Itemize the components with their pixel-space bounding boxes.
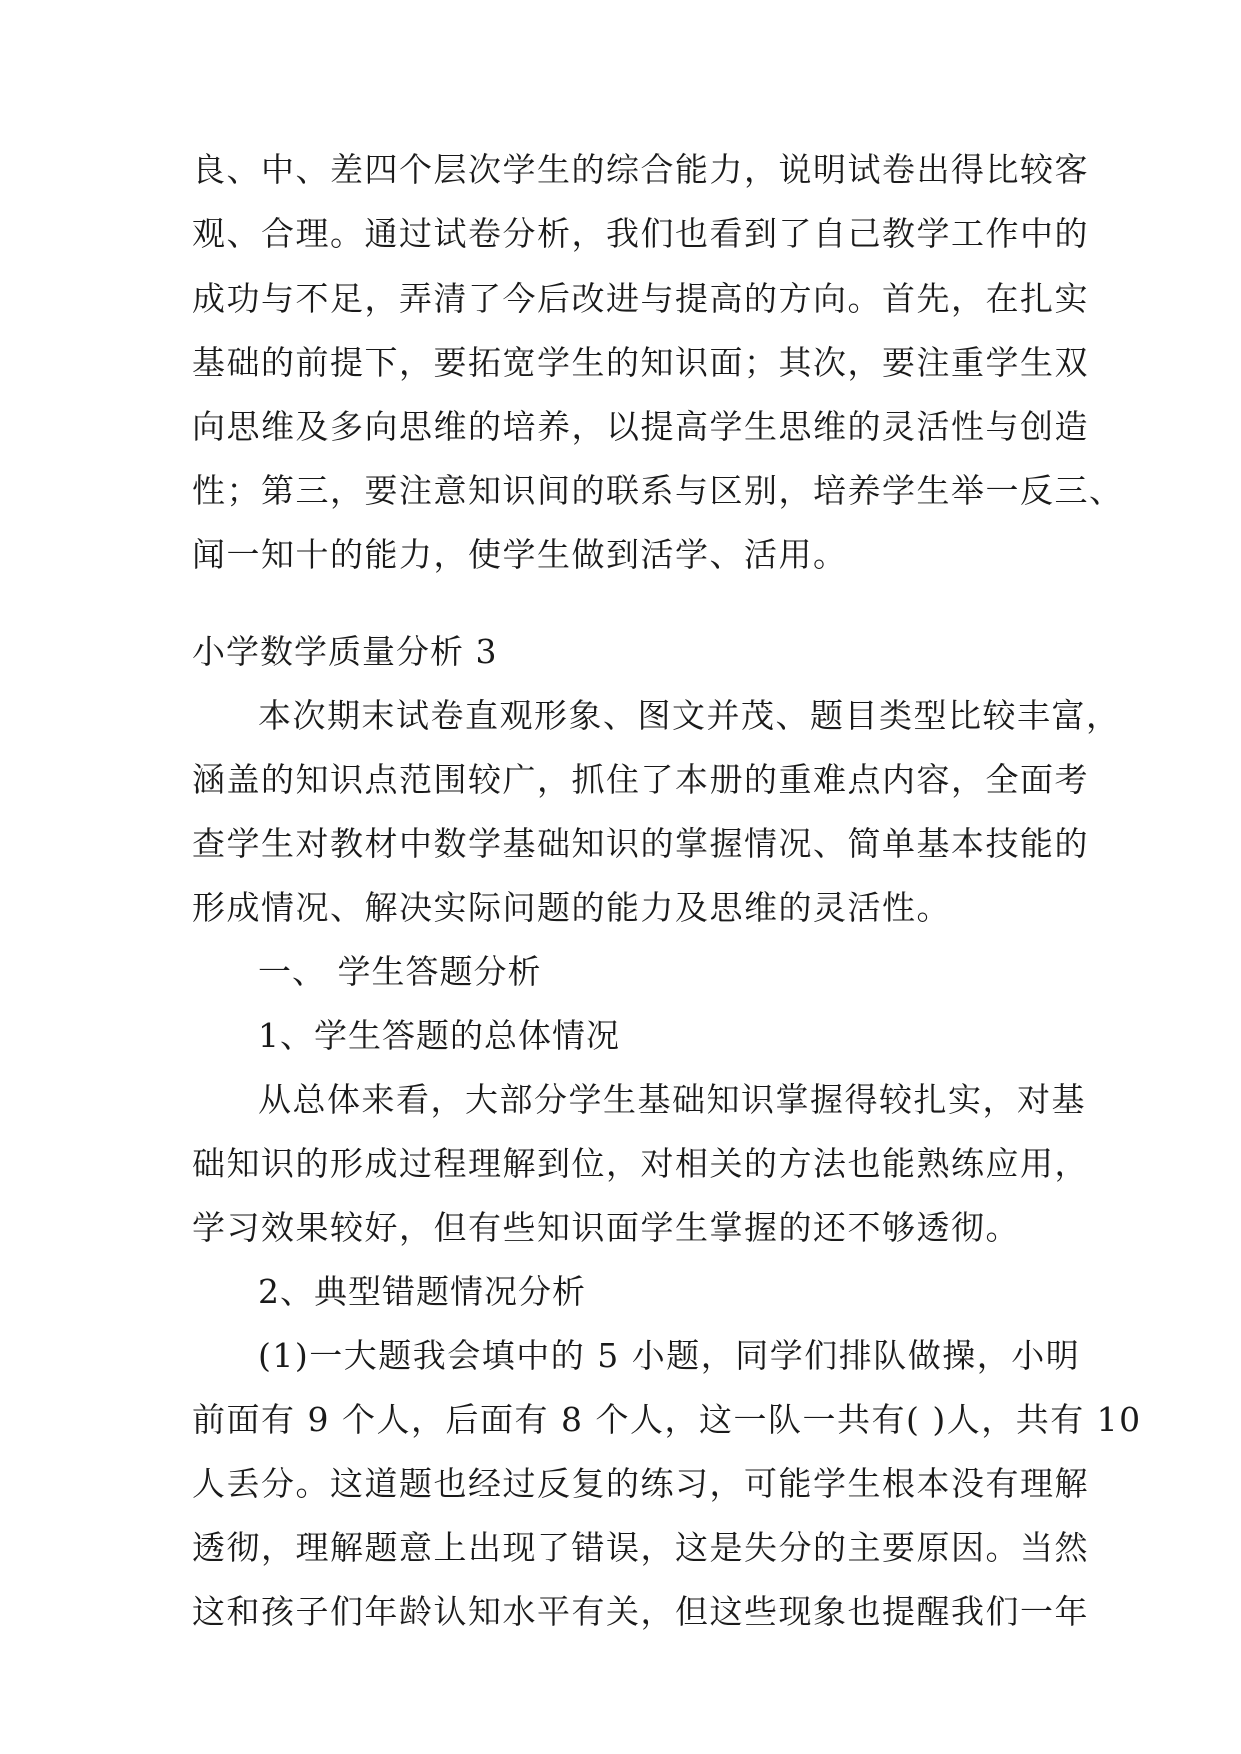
prev-paragraph-line-5: 向思维及多向思维的培养，以提高学生思维的灵活性与创造 (192, 407, 1089, 446)
overall-line-1: 从总体来看，大部分学生基础知识掌握得较扎实，对基 (258, 1080, 1086, 1119)
intro-line-2: 涵盖的知识点范围较广，抓住了本册的重难点内容，全面考 (192, 760, 1089, 799)
prev-paragraph-line-1: 良、中、差四个层次学生的综合能力，说明试卷出得比较客 (192, 150, 1089, 189)
error-analysis-line-3: 人丢分。这道题也经过反复的练习，可能学生根本没有理解 (192, 1464, 1089, 1503)
intro-line-3: 查学生对教材中数学基础知识的掌握情况、简单基本技能的 (192, 824, 1089, 863)
intro-line-1: 本次期末试卷直观形象、图文并茂、题目类型比较丰富， (258, 696, 1121, 735)
error-analysis-line-2: 前面有 9 个人，后面有 8 个人，这一队一共有( )人，共有 10 (192, 1400, 1142, 1439)
prev-paragraph-line-4: 基础的前提下，要拓宽学生的知识面；其次，要注重学生双 (192, 343, 1089, 382)
intro-line-4: 形成情况、解决实际问题的能力及思维的灵活性。 (192, 888, 951, 927)
heading-overall-situation: 1、学生答题的总体情况 (258, 1016, 620, 1055)
error-analysis-line-1: (1)一大题我会填中的 5 小题，同学们排队做操，小明 (258, 1336, 1081, 1375)
overall-line-3: 学习效果较好，但有些知识面学生掌握的还不够透彻。 (192, 1208, 1020, 1247)
error-analysis-line-4: 透彻，理解题意上出现了错误，这是失分的主要原因。当然 (192, 1528, 1089, 1567)
error-analysis-line-5: 这和孩子们年龄认知水平有关，但这些现象也提醒我们一年 (192, 1592, 1089, 1631)
prev-paragraph-line-2: 观、合理。通过试卷分析，我们也看到了自己教学工作中的 (192, 214, 1089, 253)
section-title: 小学数学质量分析 3 (192, 632, 498, 671)
heading-typical-errors: 2、典型错题情况分析 (258, 1272, 586, 1311)
prev-paragraph-line-6: 性；第三，要注意知识间的联系与区别，培养学生举一反三、 (192, 471, 1124, 510)
prev-paragraph-line-3: 成功与不足，弄清了今后改进与提高的方向。首先，在扎实 (192, 279, 1089, 318)
heading-student-answer-analysis: 一、 学生答题分析 (258, 952, 542, 991)
overall-line-2: 础知识的形成过程理解到位，对相关的方法也能熟练应用， (192, 1144, 1089, 1183)
prev-paragraph-line-7: 闻一知十的能力，使学生做到活学、活用。 (192, 535, 848, 574)
